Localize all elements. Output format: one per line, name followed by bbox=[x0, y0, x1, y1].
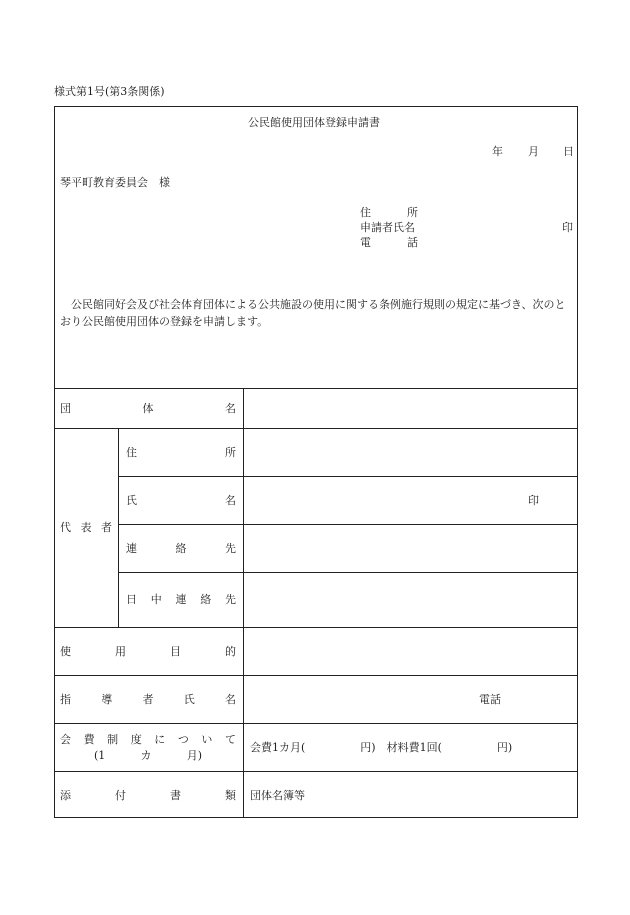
row-divider bbox=[54, 428, 578, 429]
row-divider bbox=[54, 771, 578, 772]
row-divider bbox=[54, 388, 578, 389]
fee-values: 会費1カ月( 円) 材料費1回( 円) bbox=[250, 741, 513, 754]
instructor-phone-label: 電話 bbox=[479, 693, 501, 706]
applicant-name-label: 申請者氏名 bbox=[360, 221, 415, 234]
row-divider bbox=[54, 675, 578, 676]
date-month-label: 月 bbox=[528, 145, 539, 158]
fee-system-sublabel: (1 カ 月) bbox=[94, 749, 202, 762]
rep-name-seal: 印 bbox=[528, 494, 539, 507]
form-reference: 様式第1号(第3条関係) bbox=[54, 85, 165, 98]
fee-system-label: 会 費 制 度 に つ い て bbox=[60, 733, 236, 746]
purpose-label: 使 用 目 的 bbox=[60, 645, 236, 658]
row-divider bbox=[54, 627, 578, 628]
form-frame bbox=[54, 106, 578, 818]
row-divider bbox=[54, 723, 578, 724]
addressee: 琴平町教育委員会 様 bbox=[60, 176, 170, 189]
representative-label: 代 表 者 bbox=[60, 521, 112, 534]
attachments-value: 団体名簿等 bbox=[250, 789, 305, 802]
column-divider bbox=[243, 388, 244, 818]
application-statement: 公民館同好会及び社会体育団体による公共施設の使用に関する条例施行規則の規定に基づき、次のとおり公民館使用団体の登録を申請します。 bbox=[60, 298, 566, 328]
instructor-label: 指 導 者 氏 名 bbox=[60, 693, 236, 706]
applicant-seal: 印 bbox=[562, 221, 573, 234]
rep-contact-label: 連 絡 先 bbox=[126, 542, 236, 555]
date-day-label: 日 bbox=[563, 145, 574, 158]
form-title: 公民館使用団体登録申請書 bbox=[248, 116, 380, 129]
group-name-label: 団 体 名 bbox=[60, 402, 236, 415]
applicant-phone-label: 電 話 bbox=[360, 236, 418, 249]
column-divider bbox=[118, 428, 119, 627]
rep-daytime-contact-label: 日 中 連 絡 先 bbox=[126, 593, 236, 606]
attachments-label: 添 付 書 類 bbox=[60, 789, 236, 802]
row-divider bbox=[118, 572, 578, 573]
rep-address-label: 住 所 bbox=[126, 446, 236, 459]
row-divider bbox=[118, 476, 578, 477]
rep-name-label: 氏 名 bbox=[126, 494, 236, 507]
applicant-address-label: 住 所 bbox=[360, 206, 418, 219]
row-divider bbox=[118, 524, 578, 525]
date-year-label: 年 bbox=[492, 145, 503, 158]
